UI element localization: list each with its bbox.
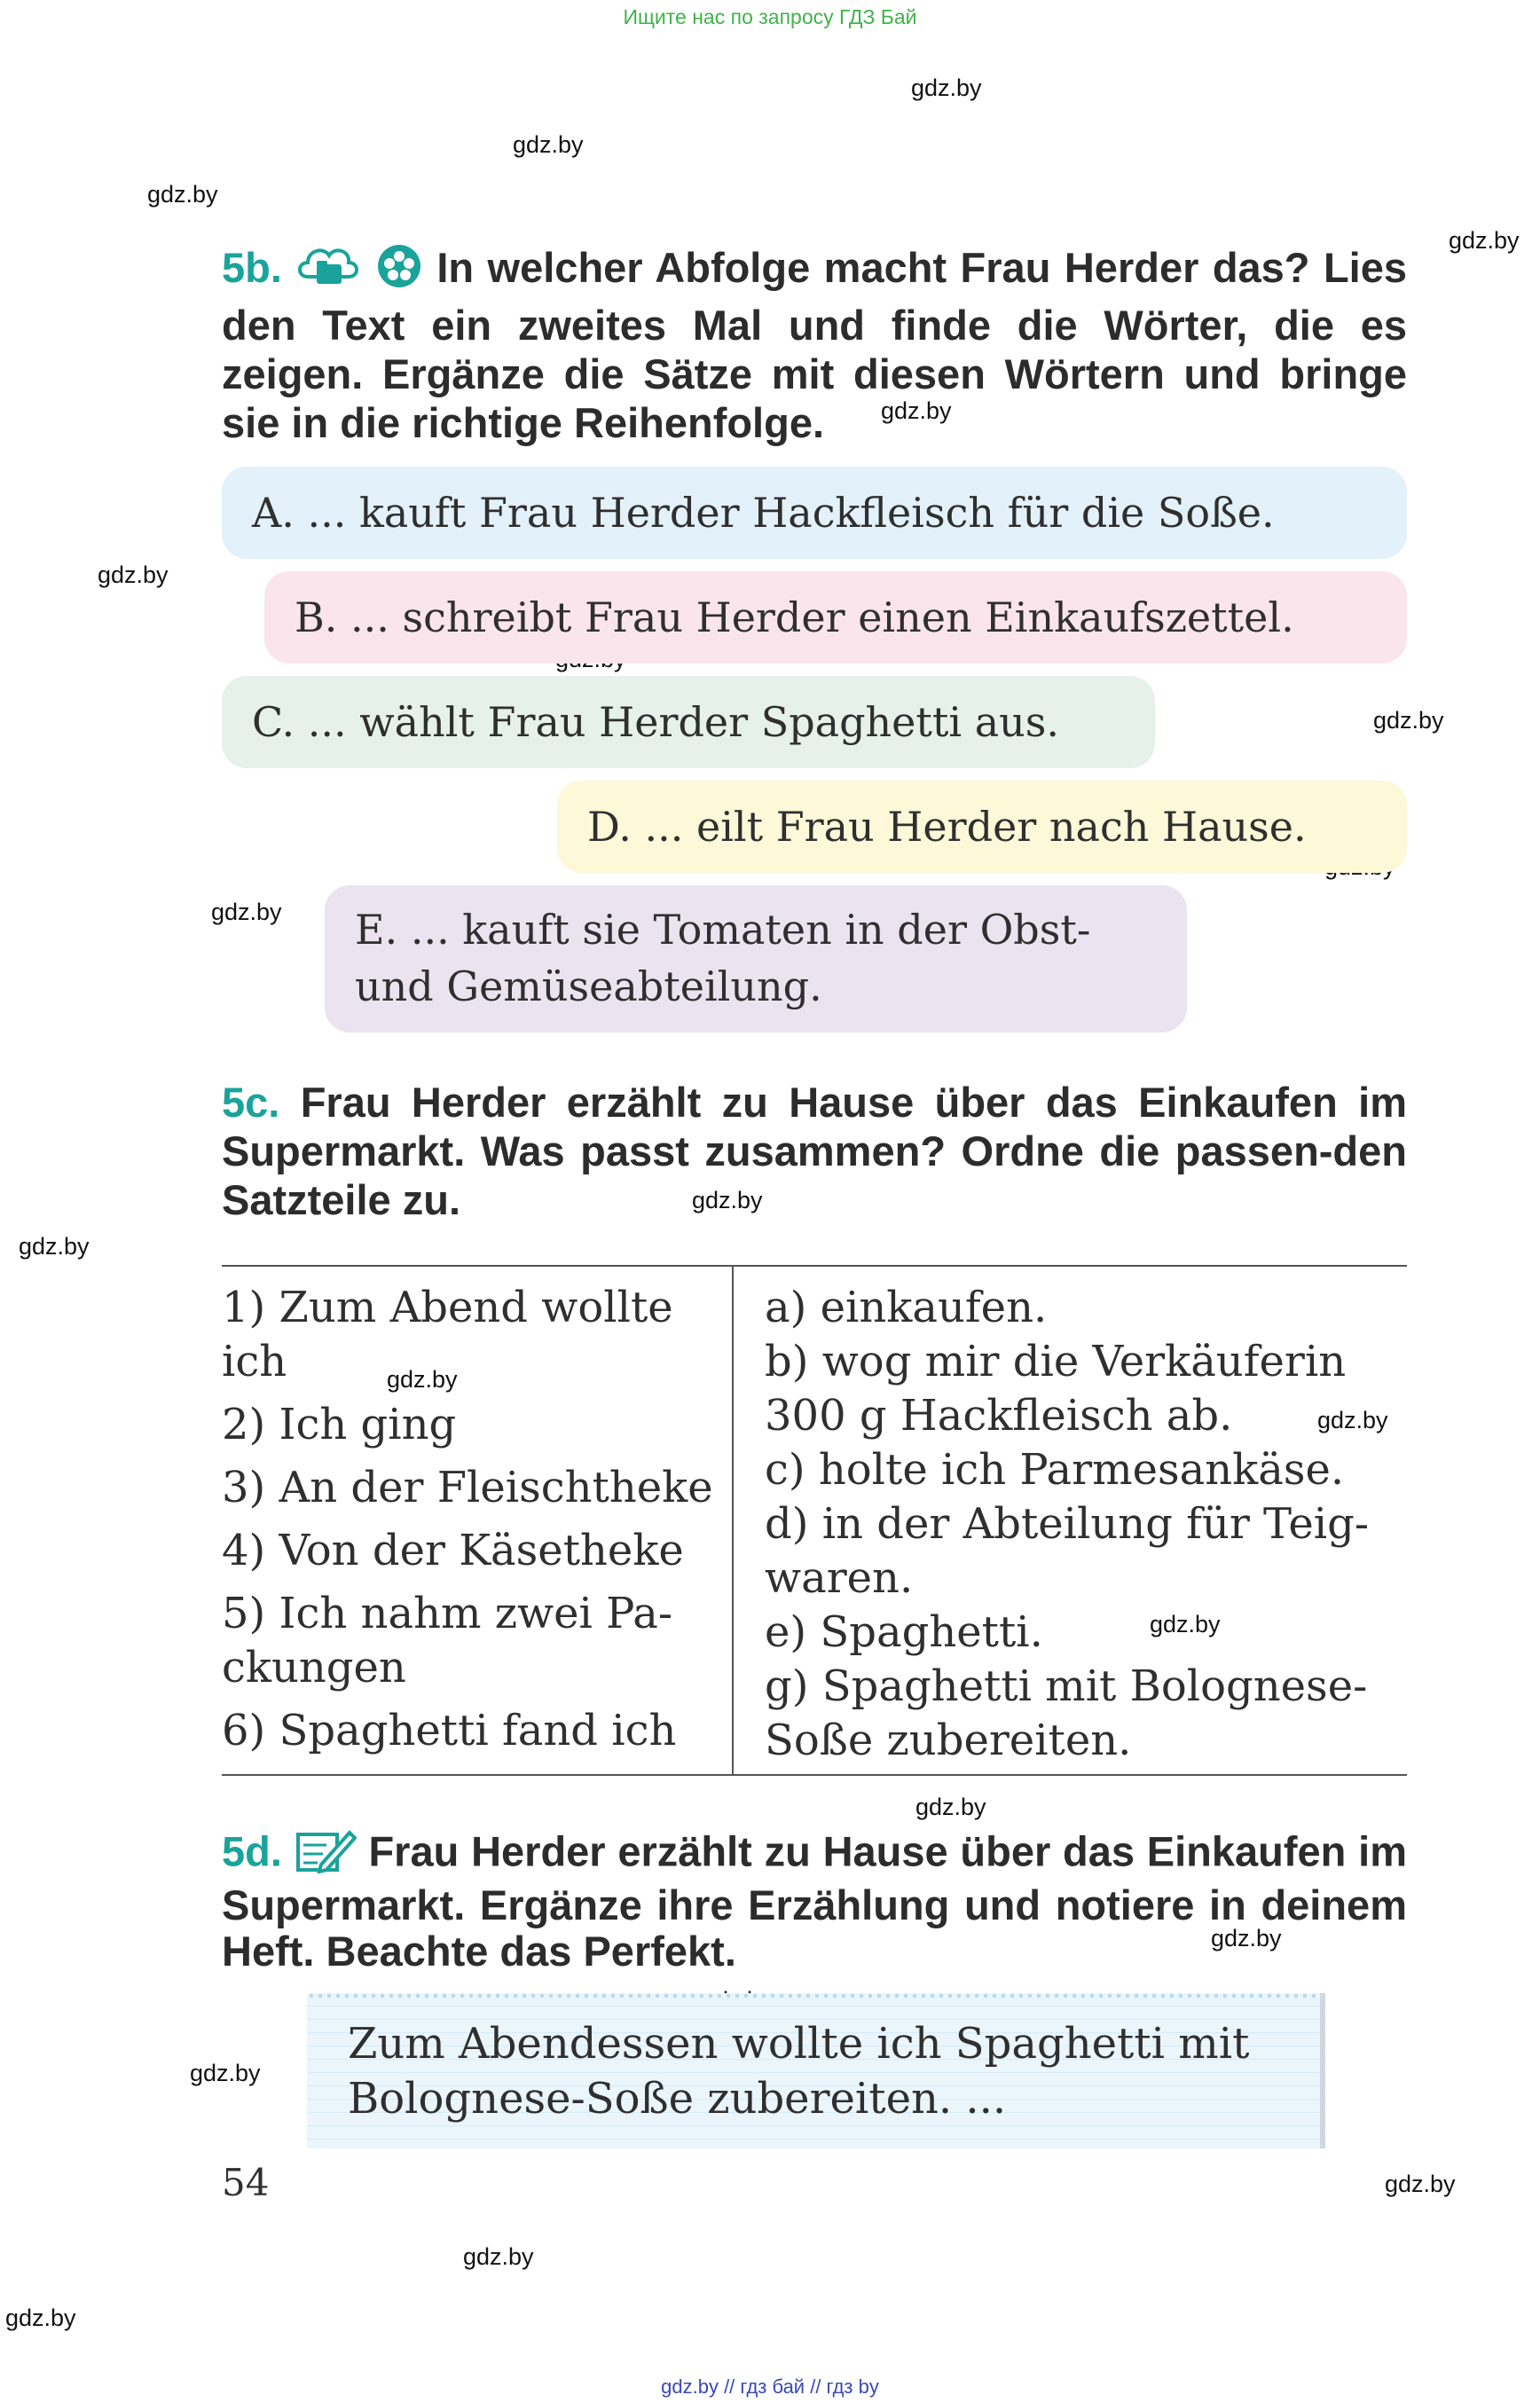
sentence-text: B. ... schreibt Frau Herder einen Einkaufszettel. xyxy=(295,593,1294,641)
sentence-card-c xyxy=(222,676,1155,768)
bottom-banner: gdz.by // гдз бай // гдз by xyxy=(661,2376,879,2398)
flower-icon xyxy=(375,242,423,300)
watermark: gdz.by xyxy=(1317,1407,1388,1433)
match-right-column xyxy=(765,1281,1407,1768)
sentence-text-line1: E. ... kauft sie Tomaten in der Obst- xyxy=(355,906,1091,954)
match-left-item: 5) Ich nahm zwei Pa- ckungen xyxy=(222,1589,673,1692)
watermark: gdz.by xyxy=(911,75,982,101)
match-right-item: g) Spaghetti mit Bolognese- Soße zubereiten. xyxy=(765,1661,1368,1765)
table-divider xyxy=(732,1267,734,1774)
watermark: gdz.by xyxy=(19,1233,90,1260)
watermark: gdz.by xyxy=(513,131,584,158)
match-right-item: a) einkaufen. xyxy=(765,1283,1048,1332)
notebook-text: Zum Abendessen wollte ich Spaghetti mit Bolognese-Soße zubereiten. ... xyxy=(348,2019,1250,2124)
sentence-text: D. ... eilt Frau Herder nach Hause. xyxy=(587,803,1307,851)
exercise-5b-instruction xyxy=(222,241,1407,447)
watermark: gdz.by xyxy=(1373,707,1444,734)
watermark: gdz.by xyxy=(147,181,218,208)
exercise-5c-instruction xyxy=(222,1078,1407,1224)
match-right-item: c) holte ich Parmesankäse. xyxy=(765,1445,1345,1495)
watermark: gdz.by xyxy=(915,1794,986,1820)
instruction-text: Frau Herder erzählt zu Hause über das Einkaufen im Supermarkt. Was passt zusammen? Ordne die passen-den Satzteile zu. xyxy=(222,1079,1407,1223)
instruction-text: In welcher Abfolge macht Frau Herder das? Lies den Text ein zweites Mal und finde die Wörter, die es zeigen. Ergänze die Sätze mit diesen Wörtern und bringe sie in die richtige Reihenfolge. xyxy=(222,243,1408,446)
top-banner: Ищите нас по запросу ГДЗ Бай xyxy=(623,5,917,28)
table-bottom-rule xyxy=(222,1774,1407,1776)
match-right-item: b) wog mir die Verkäuferin 300 g Hackfleisch ab. xyxy=(765,1337,1347,1441)
watermark: gdz.by xyxy=(98,561,169,588)
match-left-item: 3) An der Fleischtheke xyxy=(222,1463,713,1512)
match-left-item: 1) Zum Abend wollte ich xyxy=(222,1283,673,1386)
sentence-text: A. ... kauft Frau Herder Hackfleisch für die Soße. xyxy=(252,489,1275,537)
table-top-rule xyxy=(222,1265,1407,1267)
exercise-number: 5c. xyxy=(222,1079,280,1126)
watermark: gdz.by xyxy=(5,2305,76,2331)
match-left-item: 2) Ich ging xyxy=(222,1400,457,1449)
notebook-example xyxy=(307,1993,1325,2148)
watermark: gdz.by xyxy=(692,1187,763,1213)
match-left-item: 4) Von der Käsetheke xyxy=(222,1526,684,1575)
watermark: gdz.by xyxy=(1150,1611,1221,1637)
watermark: gdz.by xyxy=(881,397,952,424)
match-right-item: d) in der Abteilung für Teig- waren. xyxy=(765,1499,1370,1603)
watermark: gdz.by xyxy=(1211,1925,1282,1951)
match-left-item: 6) Spaghetti fand ich xyxy=(222,1706,677,1755)
notebook-edge xyxy=(1320,1993,1325,2148)
watermark: gdz.by xyxy=(387,1366,458,1393)
exercise-number: 5b. xyxy=(222,243,282,291)
match-right-item: e) Spaghetti. xyxy=(765,1607,1043,1657)
watermark: gdz.by xyxy=(211,899,282,925)
instruction-text: Frau Herder erzählt zu Hause über das Einkaufen im Supermarkt. Ergänze ihre Erzählung und notiere in deinem Heft. Beachte das Perfekt. xyxy=(222,1827,1407,1975)
exercise-number: 5d. xyxy=(222,1827,282,1875)
watermark: gdz.by xyxy=(190,2060,261,2086)
pencil-note-icon xyxy=(295,1827,357,1882)
sentence-card-a xyxy=(222,467,1407,559)
sentence-card-d xyxy=(557,781,1407,873)
cloud-folder-icon xyxy=(295,241,361,301)
page-number: 54 xyxy=(222,2161,270,2204)
sentence-text: C. ... wählt Frau Herder Spaghetti aus. xyxy=(252,698,1059,746)
watermark: gdz.by xyxy=(1449,227,1520,254)
watermark: gdz.by xyxy=(1385,2171,1456,2197)
exercise-5d-instruction xyxy=(222,1827,1407,1975)
match-left-column xyxy=(222,1281,719,1758)
sentence-card-b xyxy=(264,571,1407,664)
sentence-text-line2: und Gemüseabteilung. xyxy=(355,962,822,1010)
notebook-perforation xyxy=(307,1993,1325,1999)
sentence-card-e xyxy=(325,885,1187,1033)
watermark: gdz.by xyxy=(463,2243,534,2270)
